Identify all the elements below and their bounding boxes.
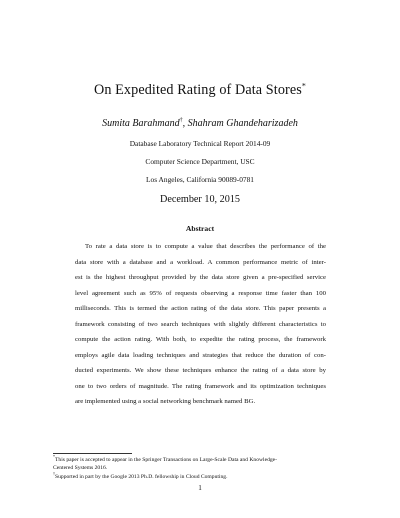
abstract-line: framework consisting of two search techniques with slightly different characteristics to	[75, 320, 326, 328]
abstract-line: compute the action rating. With both, to expedite the rating process, the framework	[75, 336, 326, 343]
paper-title-text: On Expedited Rating of Data Stores	[93, 82, 302, 98]
abstract-line: employs agile data loading techniques and strategies that reduce the duration of con-	[75, 351, 326, 359]
abstract-line: ducted experiments. We show these techniques enhance the rating of a data store by	[75, 367, 326, 374]
abstract-body	[75, 239, 326, 410]
author-separator: ,	[182, 118, 188, 129]
abstract-line: est is the highest throughput provided by the data store given a pre-specified service	[75, 274, 326, 281]
abstract-line: level agreement such as 95% of requests observing a response time faster than 100	[75, 289, 326, 297]
author-name: Sumita Barahmand	[102, 118, 180, 129]
abstract-line: one to two orders of magnitude. The rating framework and its optimization techniques	[75, 382, 326, 390]
abstract-line: data store with a database and a workload. A common performance metric of inter-	[75, 258, 326, 266]
author-footnote-mark[interactable]: †	[179, 117, 183, 124]
author-list	[0, 118, 400, 129]
abstract-line: are implemented using a social networking benchmark named BG.	[75, 398, 256, 405]
footnote-funding	[53, 473, 349, 481]
paper-date: December 10, 2015	[159, 194, 241, 205]
footnote-divider	[53, 453, 132, 454]
footnote-text: Supported in part by the Google 2013 Ph.D. fellowship in Cloud Computing.	[55, 474, 228, 480]
footnote-mark: *	[53, 454, 55, 460]
report-number: Database Laboratory Technical Report 2014-09	[129, 139, 271, 148]
footnote-mark: †	[53, 471, 55, 477]
footnote-acceptance	[53, 456, 349, 473]
footnote-text: This paper is accepted to appear in the Springer Transactions on Large-Scale Data and Knowledge-	[55, 457, 278, 463]
footnote-text-continued: Centered Systems 2016.	[53, 465, 108, 472]
title-footnote-mark[interactable]: *	[301, 81, 306, 91]
author-name: Shahram Ghandeharizadeh	[187, 118, 298, 129]
abstract-heading: Abstract	[185, 224, 215, 233]
department: Computer Science Department, USC	[145, 157, 255, 166]
location: Los Angeles, California 90089-0781	[146, 175, 254, 184]
paper-title	[0, 82, 400, 99]
abstract-line: milliseconds. This is termed the action rating of the data store. This paper presents a	[75, 305, 326, 312]
abstract-line: To rate a data store is to compute a value that describes the performance of the	[85, 243, 326, 250]
page-number: 1	[198, 484, 202, 492]
